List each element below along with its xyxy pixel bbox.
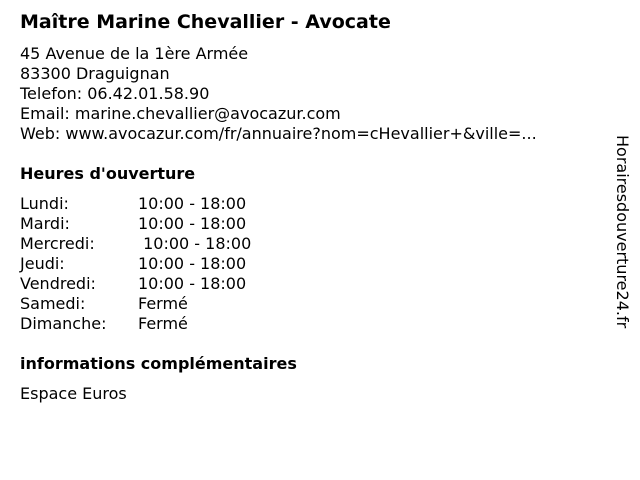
hours-heading: Heures d'ouverture bbox=[20, 164, 196, 183]
time-value: 10:00 - 18:00 bbox=[138, 194, 247, 213]
day-label: Lundi: bbox=[20, 194, 69, 213]
day-label: Dimanche: bbox=[20, 314, 107, 333]
contact-block bbox=[20, 44, 537, 144]
time-value: 10:00 - 18:00 bbox=[138, 254, 247, 273]
day-label: Vendredi: bbox=[20, 274, 96, 293]
hours-row-sunday bbox=[20, 314, 251, 334]
page-title: Maître Marine Chevallier - Avocate bbox=[20, 11, 391, 33]
hours-row-tuesday bbox=[20, 214, 251, 234]
hours-row-wednesday bbox=[20, 234, 251, 254]
phone-line: Telefon: 06.42.01.58.90 bbox=[20, 84, 210, 103]
hours-row-monday bbox=[20, 194, 251, 214]
hours-row-friday bbox=[20, 274, 251, 294]
time-value: 10:00 - 18:00 bbox=[138, 234, 252, 253]
info-heading: informations complémentaires bbox=[20, 354, 297, 373]
day-label: Jeudi: bbox=[20, 254, 65, 273]
time-value: Fermé bbox=[138, 314, 188, 333]
hours-row-saturday bbox=[20, 294, 251, 314]
email-line: Email: marine.chevallier@avocazur.com bbox=[20, 104, 341, 123]
hours-row-thursday bbox=[20, 254, 251, 274]
day-label: Samedi: bbox=[20, 294, 86, 313]
day-label: Mardi: bbox=[20, 214, 70, 233]
time-value: 10:00 - 18:00 bbox=[138, 274, 247, 293]
time-value: 10:00 - 18:00 bbox=[138, 214, 247, 233]
address-line-2: 83300 Draguignan bbox=[20, 64, 170, 83]
time-value: Fermé bbox=[138, 294, 188, 313]
web-line: Web: www.avocazur.com/fr/annuaire?nom=cHevallier+&ville=... bbox=[20, 124, 537, 143]
info-text: Espace Euros bbox=[20, 384, 127, 403]
site-watermark: Horairesdouverture24.fr bbox=[613, 135, 632, 329]
opening-hours-table bbox=[20, 194, 251, 334]
address-line-1: 45 Avenue de la 1ère Armée bbox=[20, 44, 249, 63]
day-label: Mercredi: bbox=[20, 234, 95, 253]
